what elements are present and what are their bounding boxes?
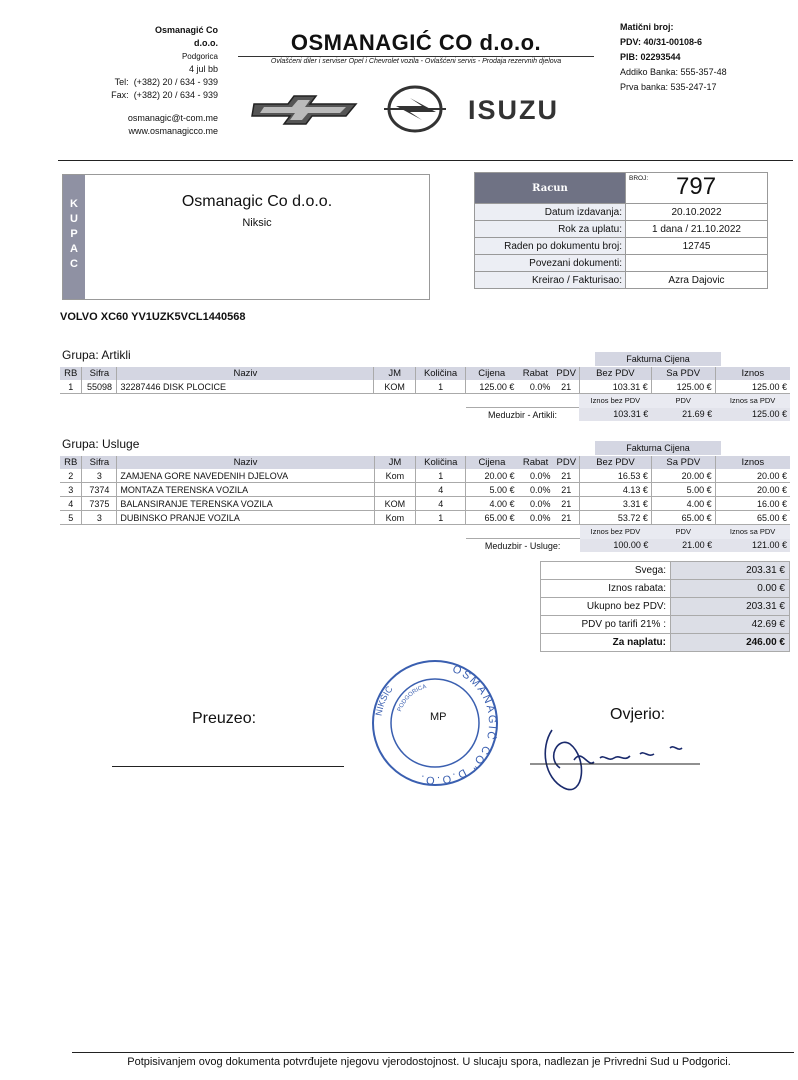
ovjerio-label: Ovjerio: [610,706,666,723]
brand-block [238,30,594,65]
maticni-broj: Matični broj: [620,22,674,32]
pdv-tarifa-value: 42.69 € [671,616,790,634]
invoice-info-table [474,172,768,289]
artikli-header-row: RB Sifra Naziv JM Količina Cijena Rabat PDV Bez PDV Sa PDV Iznos [60,367,790,380]
company-city: Podgorica [181,52,218,61]
company-email[interactable]: osmanagic@t-com.me [127,113,218,123]
company-name: Osmanagić Co [154,25,218,35]
povezani-label: Povezani dokumenti: [475,255,626,272]
svg-text:ISUZU: ISUZU [468,95,559,125]
footer-divider [72,1052,794,1053]
povezani-value [626,255,768,272]
company-tel: Tel: (+382) 20 / 634 - 939 [114,77,218,87]
svg-text:NIKŠIĆ: NIKŠIĆ [373,684,395,717]
mp-label: MP [430,711,447,723]
addiko-account: Addiko Banka: 555-357-48 [620,67,727,77]
vehicle-line: VOLVO XC60 YV1UZK5VCL1440568 [60,311,246,323]
table-row: 1 55098 32287446 DISK PLOCICE KOM 1 125.00 € 0.0% 21 103.31 € 125.00 € 125.00 € [60,380,790,394]
footer-disclaimer: Potpisivanjem ovog dokumenta potvrđujete njegovu vjerodostojnost. U slucaju spora, nadlezan je Privredni Sud u Podgorici. [127,1056,731,1068]
opel-logo [380,84,450,134]
company-stamp [370,658,500,788]
preuzeo-signature-line [112,766,344,767]
ukupno-label: Ukupno bez PDV: [541,598,671,616]
invoice-number: 797 [676,173,717,200]
isuzu-logo [466,93,590,125]
pdv-number: PDV: 40/31-00108-6 [620,37,703,47]
invoice-title: Racun [475,173,626,204]
ukupno-value: 203.31 € [671,598,790,616]
fakturna-header-artikli: Fakturna Cijena [595,352,721,366]
kreirao-label: Kreirao / Fakturisao: [475,272,626,289]
table-row: 5 3 DUBINSKO PRANJE VOZILA Kom 1 65.00 € 0.0% 21 53.72 € 65.00 € 65.00 € [60,511,790,525]
datum-value: 20.10.2022 [626,204,768,221]
rabat-label: Iznos rabata: [541,580,671,598]
preuzeo-label: Preuzeo: [192,710,257,727]
pdv-tarifa-label: PDV po tarifi 21% : [541,616,671,634]
registry-block [620,20,790,95]
brand-title: OSMANAGIĆ CO d.o.o. [290,30,542,55]
svg-text:OSMANAGIĆ CO" D.O.O.: OSMANAGIĆ CO" D.O.O. [417,663,499,787]
usluge-header-row: RB Sifra Naziv JM Količina Cijena Rabat PDV Bez PDV Sa PDV Iznos [60,456,790,469]
buyer-name: Osmanagic Co d.o.o. [181,193,333,210]
table-row: 4 7375 BALANSIRANJE TERENSKA VOZILA KOM 4 4.00 € 0.0% 21 3.31 € 4.00 € 16.00 € [60,497,790,511]
za-naplatu-label: Za naplatu: [541,634,671,652]
kreirao-value: Azra Dajovic [626,272,768,289]
svega-value: 203.31 € [671,562,790,580]
company-street: 4 jul bb [188,64,218,74]
brand-subtitle: Ovlašćeni diler i serviser Opel i Chevrolet vozila - Ovlašćeni servis - Prodaja rezervnih djelova [238,56,594,65]
prva-account: Prva banka: 535-247-17 [620,82,717,92]
datum-label: Datum izdavanja: [475,204,626,221]
usluge-subtotal-row: Meduzbir - Usluge: 100.00 € 21.00 € 121.00 € [60,539,790,553]
table-row: 3 7374 MONTAZA TERENSKA VOZILA 4 5.00 € 0.0% 21 4.13 € 5.00 € 20.00 € [60,483,790,497]
za-naplatu-value: 246.00 € [671,634,790,652]
rok-label: Rok za uplatu: [475,221,626,238]
svega-label: Svega: [541,562,671,580]
dokument-label: Raden po dokumentu broj: [475,238,626,255]
invoice-number-cell [626,173,768,204]
company-form: d.o.o. [194,38,218,48]
artikli-table [60,367,790,421]
artikli-subtotal-header: Iznos bez PDV PDV Iznos sa PDV [60,394,790,408]
kupac-strip: K U P A C [63,175,85,299]
group-artikli-title: Grupa: Artikli [62,348,131,362]
ovjerio-signature [530,718,700,808]
company-web[interactable]: www.osmanagicco.me [128,126,218,136]
company-fax: Fax: (+382) 20 / 634 - 939 [111,90,218,100]
group-usluge-title: Grupa: Usluge [62,437,140,451]
pib-number: PIB: 02293544 [620,52,681,62]
buyer-box [62,174,430,300]
company-address-block [100,24,218,138]
header-divider [58,160,793,161]
usluge-subtotal-header: Iznos bez PDV PDV Iznos sa PDV [60,525,790,539]
artikli-subtotal-row: Meduzbir - Artikli: 103.31 € 21.69 € 125.00 € [60,408,790,422]
usluge-table [60,456,790,552]
fakturna-header-usluge: Fakturna Cijena [595,441,721,455]
dokument-value: 12745 [626,238,768,255]
rok-value: 1 dana / 21.10.2022 [626,221,768,238]
chevrolet-logo [250,92,360,126]
rabat-value: 0.00 € [671,580,790,598]
broj-label: BROJ: [629,175,649,182]
svg-text:PODGORICA: PODGORICA [396,684,428,713]
table-row: 2 3 ZAMJENA GORE NAVEDENIH DJELOVA Kom 1 20.00 € 0.0% 21 16.53 € 20.00 € 20.00 € [60,469,790,483]
totals-table [540,561,790,652]
buyer-city: Niksic [242,217,272,229]
